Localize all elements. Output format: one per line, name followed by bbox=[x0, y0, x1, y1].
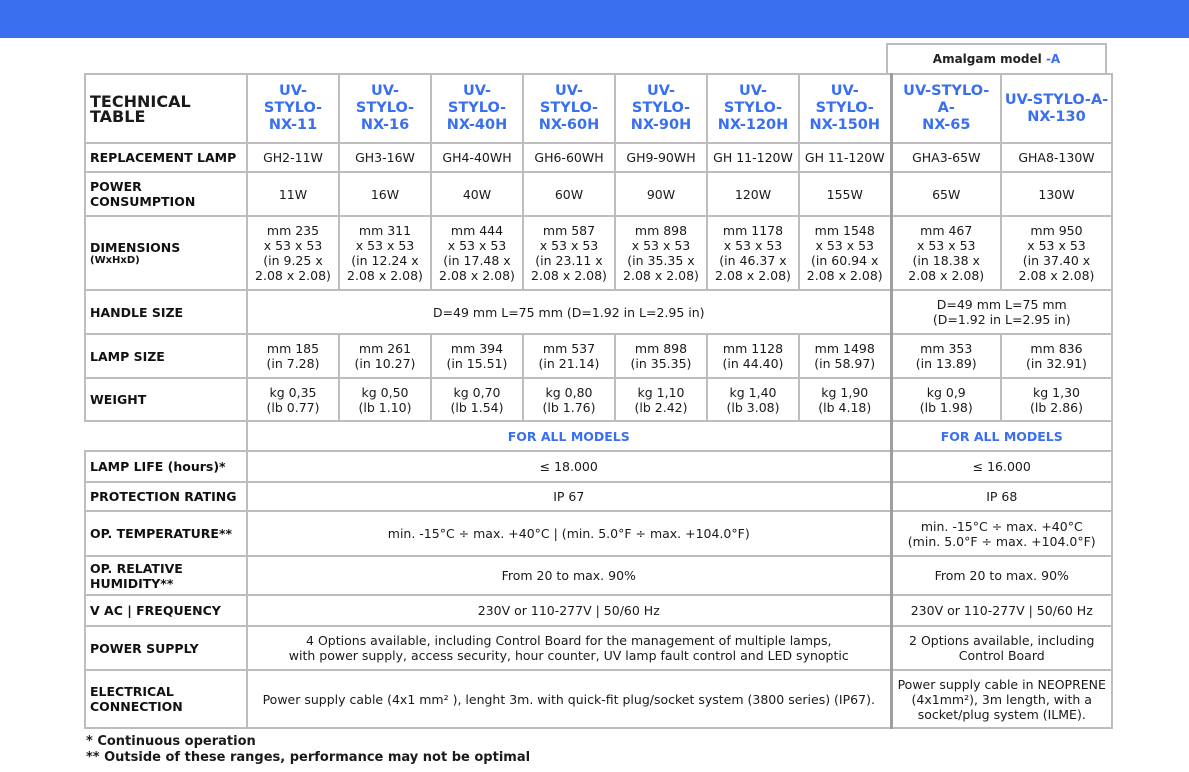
top-banner bbox=[0, 0, 1189, 38]
cell: 2 Options available, including Control Board bbox=[891, 626, 1112, 670]
cell: mm 311 x 53 x 53 (in 12.24 x 2.08 x 2.08) bbox=[339, 216, 431, 290]
amalgam-label: Amalgam model bbox=[932, 52, 1042, 66]
row-op-temperature bbox=[85, 511, 1112, 556]
cell: mm 836 (in 32.91) bbox=[1001, 334, 1112, 378]
cell: mm 898 x 53 x 53 (in 35.35 x 2.08 x 2.08) bbox=[615, 216, 707, 290]
row-for-all-models bbox=[85, 421, 1112, 451]
cell: mm 1498 (in 58.97) bbox=[799, 334, 891, 378]
cell: mm 1178 x 53 x 53 (in 46.37 x 2.08 x 2.08) bbox=[707, 216, 799, 290]
row-dimensions bbox=[85, 216, 1112, 290]
row-lamp-life bbox=[85, 451, 1112, 482]
row-op-humidity bbox=[85, 556, 1112, 595]
header-row bbox=[85, 74, 1112, 143]
cell: 230V or 110-277V | 50/60 Hz bbox=[891, 595, 1112, 626]
model-header: UV-STYLO- NX-90H bbox=[615, 74, 707, 143]
row-power-consumption bbox=[85, 172, 1112, 216]
cell: GH4-40WH bbox=[431, 143, 523, 172]
cell: mm 394 (in 15.51) bbox=[431, 334, 523, 378]
cell: mm 353 (in 13.89) bbox=[891, 334, 1001, 378]
dimensions-label: DIMENSIONS bbox=[90, 239, 181, 255]
row-label: LAMP LIFE (hours)* bbox=[85, 451, 247, 482]
cell: IP 68 bbox=[891, 482, 1112, 511]
table-title: TECHNICAL TABLE bbox=[85, 74, 247, 143]
row-label: HANDLE SIZE bbox=[85, 290, 247, 334]
cell: Power supply cable (4x1 mm² ), lenght 3m. with quick-fit plug/socket system (3800 series) (IP67). bbox=[247, 670, 891, 728]
cell: 4 Options available, including Control Board for the management of multiple lamps, with power supply, access security, hour counter, UV lamp fault control and LED synoptic bbox=[247, 626, 891, 670]
blank-cell bbox=[85, 421, 247, 451]
row-protection bbox=[85, 482, 1112, 511]
cell: mm 467 x 53 x 53 (in 18.38 x 2.08 x 2.08) bbox=[891, 216, 1001, 290]
row-label: OP. RELATIVE HUMIDITY** bbox=[85, 556, 247, 595]
row-power-supply bbox=[85, 626, 1112, 670]
row-label: LAMP SIZE bbox=[85, 334, 247, 378]
cell: GHA8-130W bbox=[1001, 143, 1112, 172]
model-header: UV-STYLO- A- NX-65 bbox=[891, 74, 1001, 143]
row-label: PROTECTION RATING bbox=[85, 482, 247, 511]
row-v-ac bbox=[85, 595, 1112, 626]
cell: kg 0,80 (lb 1.76) bbox=[523, 378, 615, 421]
dimensions-sublabel: (WxHxD) bbox=[90, 254, 140, 266]
cell: mm 537 (in 21.14) bbox=[523, 334, 615, 378]
cell: kg 0,70 (lb 1.54) bbox=[431, 378, 523, 421]
cell: mm 185 (in 7.28) bbox=[247, 334, 339, 378]
model-header: UV-STYLO-A- NX-130 bbox=[1001, 74, 1112, 143]
row-label: V AC | FREQUENCY bbox=[85, 595, 247, 626]
cell: mm 1548 x 53 x 53 (in 60.94 x 2.08 x 2.08) bbox=[799, 216, 891, 290]
row-label: ELECTRICAL CONNECTION bbox=[85, 670, 247, 728]
cell: 65W bbox=[891, 172, 1001, 216]
cell: GH 11-120W bbox=[707, 143, 799, 172]
row-label: WEIGHT bbox=[85, 378, 247, 421]
cell: From 20 to max. 90% bbox=[891, 556, 1112, 595]
model-header: UV-STYLO- NX-150H bbox=[799, 74, 891, 143]
cell: 230V or 110-277V | 50/60 Hz bbox=[247, 595, 891, 626]
cell: kg 1,40 (lb 3.08) bbox=[707, 378, 799, 421]
cell: GHA3-65W bbox=[891, 143, 1001, 172]
amalgam-suffix: -A bbox=[1045, 52, 1061, 66]
row-weight bbox=[85, 378, 1112, 421]
row-label bbox=[85, 216, 247, 290]
cell: From 20 to max. 90% bbox=[247, 556, 891, 595]
for-all-amalgam: FOR ALL MODELS bbox=[891, 421, 1112, 451]
cell: mm 587 x 53 x 53 (in 23.11 x 2.08 x 2.08) bbox=[523, 216, 615, 290]
amalgam-group-header bbox=[886, 43, 1107, 73]
cell: GH2-11W bbox=[247, 143, 339, 172]
for-all-standard: FOR ALL MODELS bbox=[247, 421, 891, 451]
cell: kg 1,90 (lb 4.18) bbox=[799, 378, 891, 421]
row-label: OP. TEMPERATURE** bbox=[85, 511, 247, 556]
cell: mm 444 x 53 x 53 (in 17.48 x 2.08 x 2.08) bbox=[431, 216, 523, 290]
cell: GH 11-120W bbox=[799, 143, 891, 172]
cell: ≤ 18.000 bbox=[247, 451, 891, 482]
cell: GH3-16W bbox=[339, 143, 431, 172]
row-label: REPLACEMENT LAMP bbox=[85, 143, 247, 172]
model-header: UV-STYLO- NX-11 bbox=[247, 74, 339, 143]
cell: GH9-90WH bbox=[615, 143, 707, 172]
cell: 120W bbox=[707, 172, 799, 216]
row-replacement-lamp bbox=[85, 143, 1112, 172]
footnote: * Continuous operation bbox=[86, 734, 256, 749]
row-handle-size bbox=[85, 290, 1112, 334]
model-header: UV-STYLO- NX-120H bbox=[707, 74, 799, 143]
cell: kg 0,35 (lb 0.77) bbox=[247, 378, 339, 421]
cell: 40W bbox=[431, 172, 523, 216]
model-header: UV-STYLO- NX-16 bbox=[339, 74, 431, 143]
cell: mm 950 x 53 x 53 (in 37.40 x 2.08 x 2.08) bbox=[1001, 216, 1112, 290]
cell: min. -15°C ÷ max. +40°C (min. 5.0°F ÷ max. +104.0°F) bbox=[891, 511, 1112, 556]
cell: kg 0,9 (lb 1.98) bbox=[891, 378, 1001, 421]
cell: ≤ 16.000 bbox=[891, 451, 1112, 482]
cell: mm 261 (in 10.27) bbox=[339, 334, 431, 378]
cell: Power supply cable in NEOPRENE (4x1mm²), 3m length, with a socket/plug system (ILME). bbox=[891, 670, 1112, 728]
cell: mm 898 (in 35.35) bbox=[615, 334, 707, 378]
technical-table bbox=[84, 73, 1113, 729]
row-electrical bbox=[85, 670, 1112, 728]
cell: mm 1128 (in 44.40) bbox=[707, 334, 799, 378]
row-lamp-size bbox=[85, 334, 1112, 378]
cell: GH6-60WH bbox=[523, 143, 615, 172]
row-label: POWER CONSUMPTION bbox=[85, 172, 247, 216]
cell: 155W bbox=[799, 172, 891, 216]
cell: D=49 mm L=75 mm (D=1.92 in L=2.95 in) bbox=[891, 290, 1112, 334]
cell: IP 67 bbox=[247, 482, 891, 511]
model-header: UV-STYLO- NX-60H bbox=[523, 74, 615, 143]
cell: 11W bbox=[247, 172, 339, 216]
footnote: ** Outside of these ranges, performance may not be optimal bbox=[86, 750, 531, 765]
cell: mm 235 x 53 x 53 (in 9.25 x 2.08 x 2.08) bbox=[247, 216, 339, 290]
model-header: UV-STYLO- NX-40H bbox=[431, 74, 523, 143]
cell: kg 1,30 (lb 2.86) bbox=[1001, 378, 1112, 421]
cell: min. -15°C ÷ max. +40°C | (min. 5.0°F ÷ max. +104.0°F) bbox=[247, 511, 891, 556]
cell: D=49 mm L=75 mm (D=1.92 in L=2.95 in) bbox=[247, 290, 891, 334]
row-label: POWER SUPPLY bbox=[85, 626, 247, 670]
footnotes bbox=[86, 734, 530, 766]
cell: 16W bbox=[339, 172, 431, 216]
cell: 60W bbox=[523, 172, 615, 216]
cell: 90W bbox=[615, 172, 707, 216]
cell: kg 0,50 (lb 1.10) bbox=[339, 378, 431, 421]
cell: kg 1,10 (lb 2.42) bbox=[615, 378, 707, 421]
cell: 130W bbox=[1001, 172, 1112, 216]
